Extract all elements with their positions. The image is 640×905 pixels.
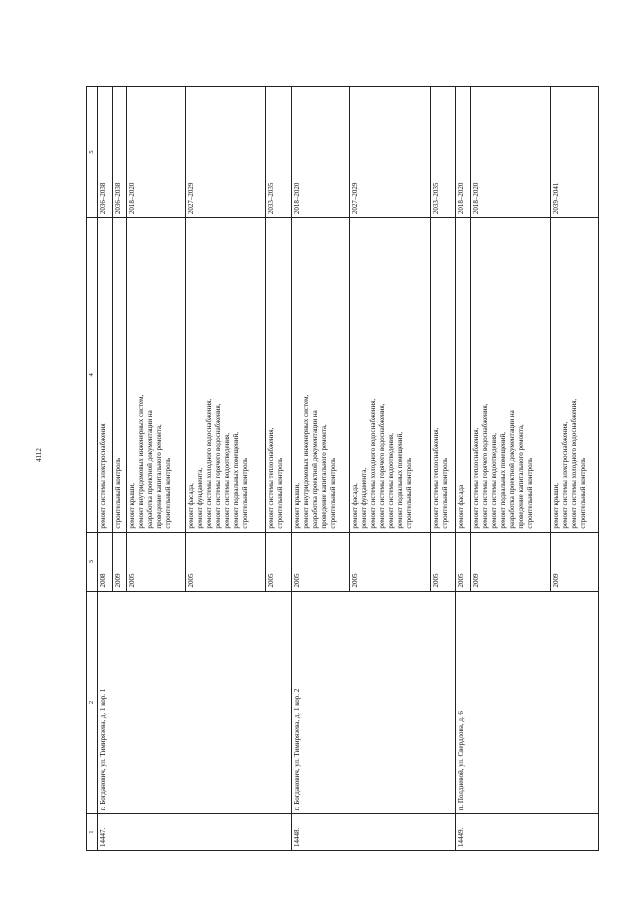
repair-schedule-table (86, 86, 599, 851)
column-header: 3 (87, 532, 98, 591)
column-header: 1 (87, 814, 98, 851)
work-line: ремонт фасада (457, 484, 466, 529)
work-line: ремонт системы водоотведения, (222, 432, 231, 529)
works-cell (470, 218, 550, 533)
works-cell (127, 218, 186, 533)
work-line: ремонт системы электроснабжения (99, 423, 107, 529)
period-cell: 2018–2020 (291, 87, 350, 218)
period-cell: 2018–2020 (470, 87, 550, 218)
year-cell: 2005 (291, 532, 350, 591)
work-line: ремонт системы холодного водоснабжения, (570, 398, 579, 529)
work-line: строительный контроль (328, 457, 337, 529)
header-row (87, 87, 98, 851)
row-number: 14449. (456, 814, 599, 851)
works-cell (185, 218, 265, 533)
column-header: 5 (87, 87, 98, 218)
work-line: строительный контроль (405, 457, 414, 529)
rotated-table-container (86, 86, 599, 851)
year-cell: 2005 (350, 532, 430, 591)
work-line: ремонт фасада, (351, 483, 360, 529)
works-cell (551, 218, 599, 533)
period-cell: 2033–2035 (266, 87, 292, 218)
work-line: проведение капитального ремонта, (319, 424, 328, 529)
address-cell: г. Богданович, ул. Тимирязева, д. 1 кор. 2 (291, 591, 456, 814)
work-line: разработка проектной документации на (507, 410, 516, 529)
work-line: строительный контроль (164, 457, 173, 529)
work-line: ремонт внутридомовых инженерных систем, (301, 394, 310, 529)
address-cell: г. Богданович, ул. Тимирязева, д. 1 кор. 1 (98, 591, 292, 814)
row-number: 14448. (291, 814, 456, 851)
year-cell: 2005 (127, 532, 186, 591)
address-cell: п. Полдневой, ул. Свердлова, д. 6 (456, 591, 599, 814)
work-line: ремонт системы водоотведения, (387, 432, 396, 529)
work-line: ремонт системы теплоснабжения, (431, 427, 440, 529)
work-line: строительный контроль (525, 457, 534, 529)
year-cell: 2008 (98, 532, 113, 591)
row-number: 14447. (98, 814, 292, 851)
period-cell: 2027–2029 (350, 87, 430, 218)
work-line: ремонт системы электроснабжения, (561, 421, 570, 529)
year-cell: 2005 (185, 532, 265, 591)
work-line: ремонт фундамента, (360, 467, 369, 529)
work-line: ремонт системы горячего водоснабжения, (213, 403, 222, 529)
year-cell: 2009 (551, 532, 599, 591)
work-line: строительный контроль (276, 457, 285, 529)
works-cell (98, 218, 113, 533)
year-cell: 2009 (112, 532, 127, 591)
page-number: 4112 (35, 448, 43, 462)
work-line: проведение капитального ремонта, (516, 424, 525, 529)
work-line: ремонт крыши, (292, 482, 301, 529)
work-line: строительный контроль (240, 457, 249, 529)
work-line: ремонт крыши, (128, 482, 137, 529)
period-cell: 2036–2038 (112, 87, 127, 218)
works-cell (350, 218, 430, 533)
works-cell (266, 218, 292, 533)
work-line: ремонт фасада, (186, 483, 195, 529)
work-line: ремонт системы холодного водоснабжения, (369, 398, 378, 529)
period-cell: 2018–2020 (127, 87, 186, 218)
works-cell (456, 218, 471, 533)
work-line: ремонт подвальных помещений, (396, 431, 405, 529)
work-line: проведение капитального ремонта, (155, 424, 164, 529)
work-line: ремонт системы горячего водоснабжения, (480, 403, 489, 529)
work-line: ремонт системы теплоснабжения, (471, 427, 480, 529)
period-cell: 2027–2029 (185, 87, 265, 218)
period-cell: 2033–2035 (430, 87, 456, 218)
work-line: ремонт подвальных помещений, (498, 431, 507, 529)
work-line: разработка проектной документации на (146, 410, 155, 529)
work-line: строительный контроль (113, 457, 122, 529)
column-header: 4 (87, 218, 98, 533)
works-cell (430, 218, 456, 533)
period-cell: 2018–2020 (456, 87, 471, 218)
work-line: ремонт системы холодного водоснабжения, (204, 398, 213, 529)
work-line: ремонт системы водоотведения, (489, 432, 498, 529)
work-line: ремонт фундамента, (195, 467, 204, 529)
year-cell: 2005 (456, 532, 471, 591)
table-row (456, 87, 471, 851)
work-line: строительный контроль (579, 457, 588, 529)
column-header: 2 (87, 591, 98, 814)
period-cell: 2039–2041 (551, 87, 599, 218)
year-cell: 2005 (266, 532, 292, 591)
period-cell: 2036–2038 (98, 87, 113, 218)
work-line: ремонт крыши, (552, 482, 561, 529)
work-line: разработка проектной документации на (310, 410, 319, 529)
table-row (291, 87, 350, 851)
year-cell: 2009 (470, 532, 550, 591)
work-line: ремонт системы теплоснабжения, (267, 427, 276, 529)
works-cell (112, 218, 127, 533)
year-cell: 2005 (430, 532, 456, 591)
work-line: ремонт подвальных помещений, (231, 431, 240, 529)
works-cell (291, 218, 350, 533)
work-line: ремонт системы горячего водоснабжения, (378, 403, 387, 529)
work-line: строительный контроль (440, 457, 449, 529)
table-row (98, 87, 113, 851)
work-line: ремонт внутридомовых инженерных систем, (137, 394, 146, 529)
